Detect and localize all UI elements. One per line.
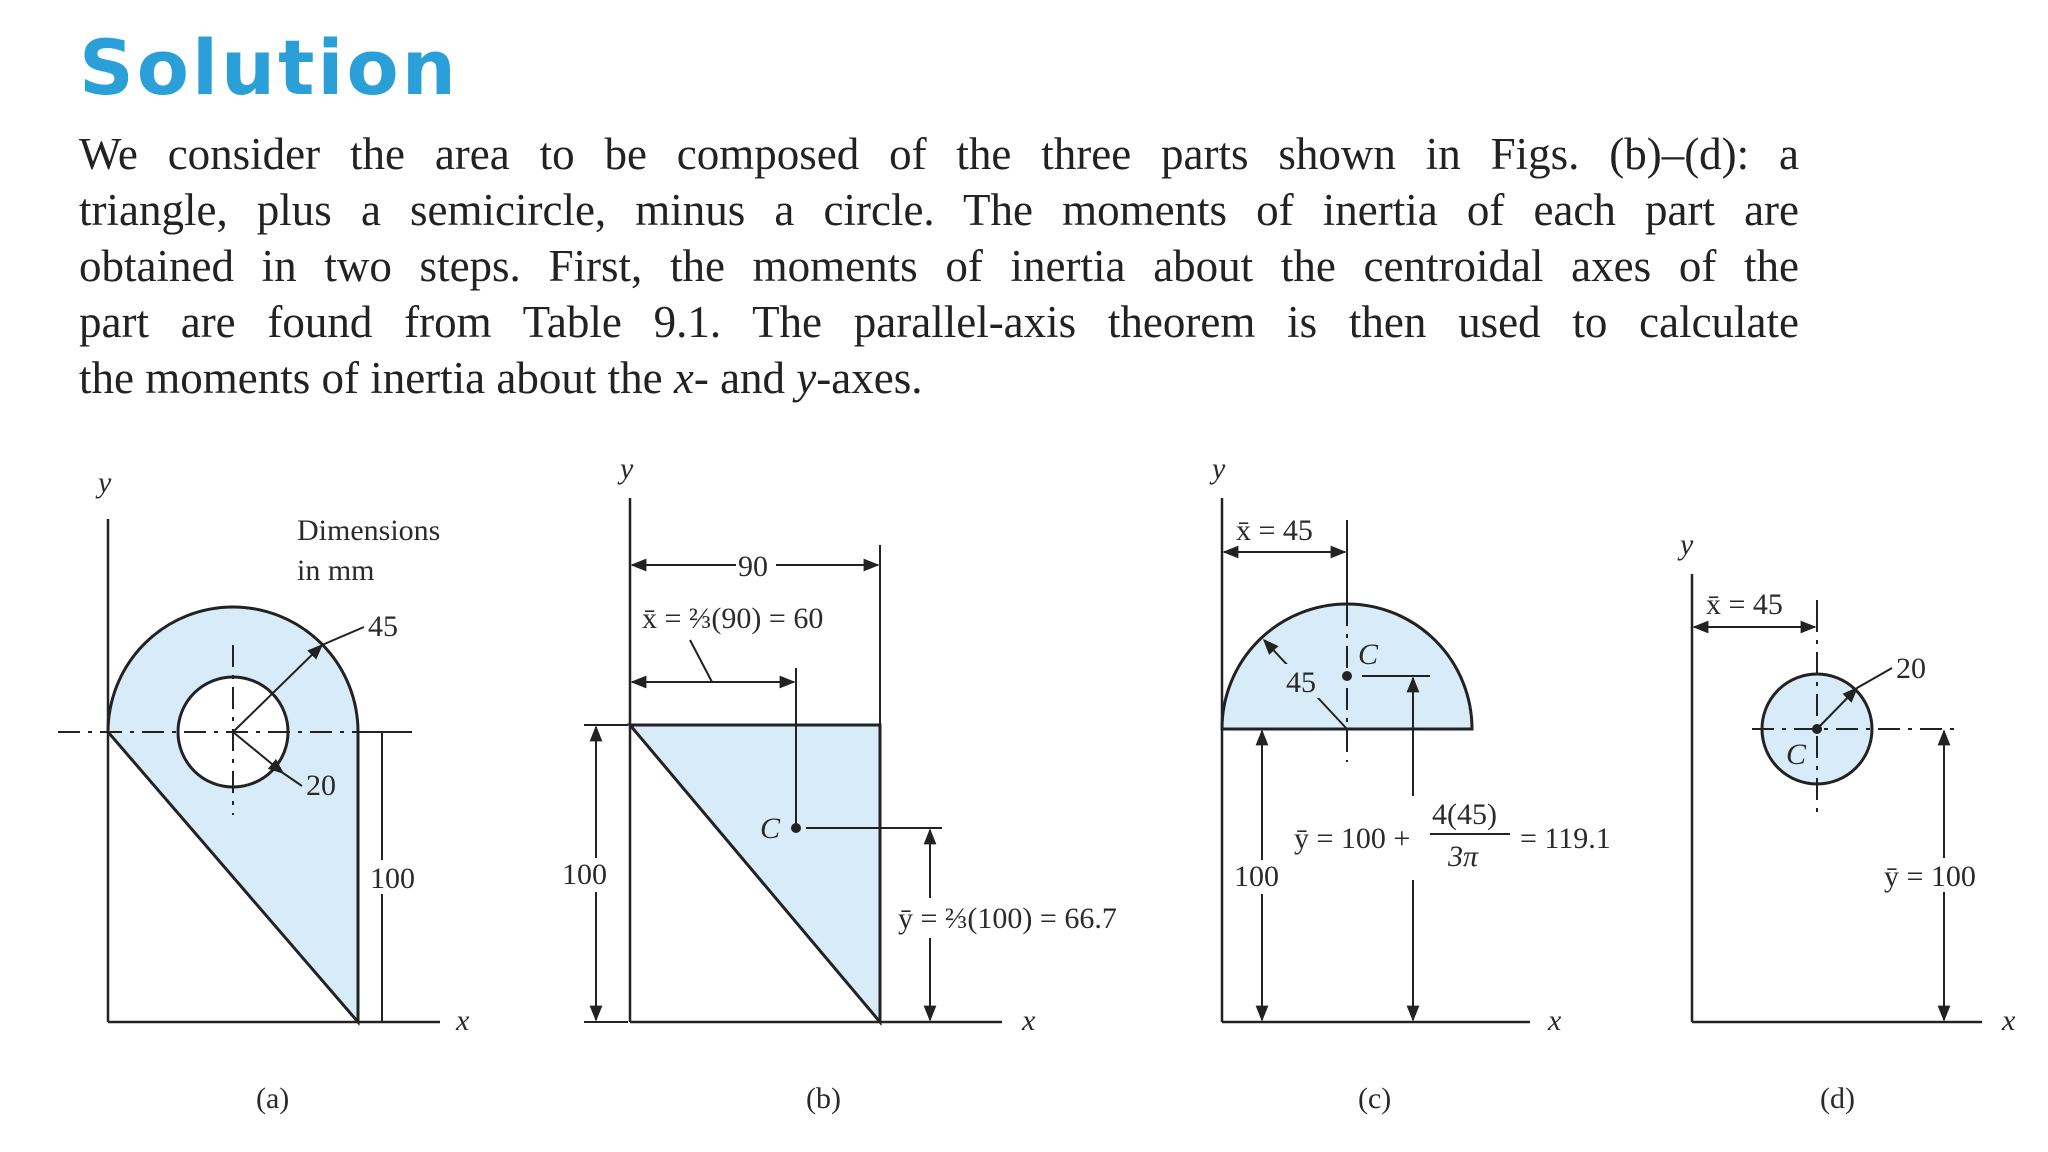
y-axis-label: y <box>98 466 112 499</box>
height-100-label: 100 <box>1234 860 1279 893</box>
ybar-equation: ȳ = 100 <box>1884 860 1976 893</box>
centroid-point <box>1812 724 1822 734</box>
x-symbol: x <box>673 353 694 403</box>
x-axis-label: x <box>1548 1004 1562 1037</box>
x-axis-label: x <box>456 1004 470 1037</box>
paragraph-line: part are found from Table 9.1. The parallel-axis theorem is then used to calculate <box>79 297 1799 347</box>
y-axis-label: y <box>1680 528 1694 561</box>
radius-20-label: 20 <box>306 769 336 802</box>
radius-45-label: 45 <box>368 610 398 643</box>
centroid-label: C <box>760 812 781 845</box>
y-symbol: y <box>796 353 817 403</box>
solution-heading: Solution <box>79 23 459 112</box>
centroid-point <box>791 823 801 833</box>
xbar-equation: x̄ = 45 <box>1706 588 1783 621</box>
caption-a: (a) <box>256 1082 290 1115</box>
paragraph-text: - and <box>693 353 797 403</box>
dimensions-note-line-1: Dimensions <box>297 514 441 547</box>
leader-line <box>690 640 712 682</box>
width-90-label: 90 <box>738 550 768 583</box>
paragraph-text: -axes. <box>816 353 923 403</box>
caption-c: (c) <box>1358 1082 1392 1115</box>
paragraph-line: obtained in two steps. First, the moments of inertia about the centroidal axes of the <box>79 241 1799 291</box>
leader-line <box>1857 668 1892 688</box>
y-axis-label: y <box>620 452 634 485</box>
caption-d: (d) <box>1820 1082 1855 1115</box>
ybar-fraction-denominator: 3π <box>1448 840 1479 873</box>
paragraph-line: We consider the area to be composed of the three parts shown in Figs. (b)–(d): a <box>79 129 1799 179</box>
xbar-equation: x̄ = 45 <box>1236 514 1313 547</box>
paragraph-line: triangle, plus a semicircle, minus a circle. The moments of inertia of each part are <box>79 185 1799 235</box>
ybar-result: = 119.1 <box>1520 822 1611 855</box>
centroid-point <box>1342 671 1352 681</box>
xbar-equation: x̄ = ⅔(90) = 60 <box>642 602 824 635</box>
ybar-equation-prefix: ȳ = 100 + <box>1294 822 1411 855</box>
centroid-label: C <box>1358 638 1379 671</box>
x-axis-label: x <box>1022 1004 1036 1037</box>
leader-line <box>322 627 364 645</box>
paragraph-text: the moments of inertia about the <box>79 353 674 403</box>
triangle-area <box>630 725 880 1022</box>
radius-20-label: 20 <box>1896 652 1926 685</box>
radius-45-label: 45 <box>1286 666 1316 699</box>
figure-d <box>1677 528 2016 1115</box>
centroid-label: C <box>1786 738 1807 771</box>
dimensions-note-line-2: in mm <box>297 554 375 587</box>
x-axis-label: x <box>2002 1004 2016 1037</box>
height-100-label: 100 <box>370 862 415 895</box>
caption-b: (b) <box>806 1082 841 1115</box>
figure-b <box>560 452 1154 1115</box>
y-axis-label: y <box>1212 452 1226 485</box>
figure-a <box>58 466 470 1115</box>
ybar-fraction-numerator: 4(45) <box>1432 798 1497 831</box>
height-100-label: 100 <box>562 858 607 891</box>
ybar-equation: ȳ = ⅔(100) = 66.7 <box>898 902 1117 935</box>
figure-c <box>1209 452 1640 1115</box>
